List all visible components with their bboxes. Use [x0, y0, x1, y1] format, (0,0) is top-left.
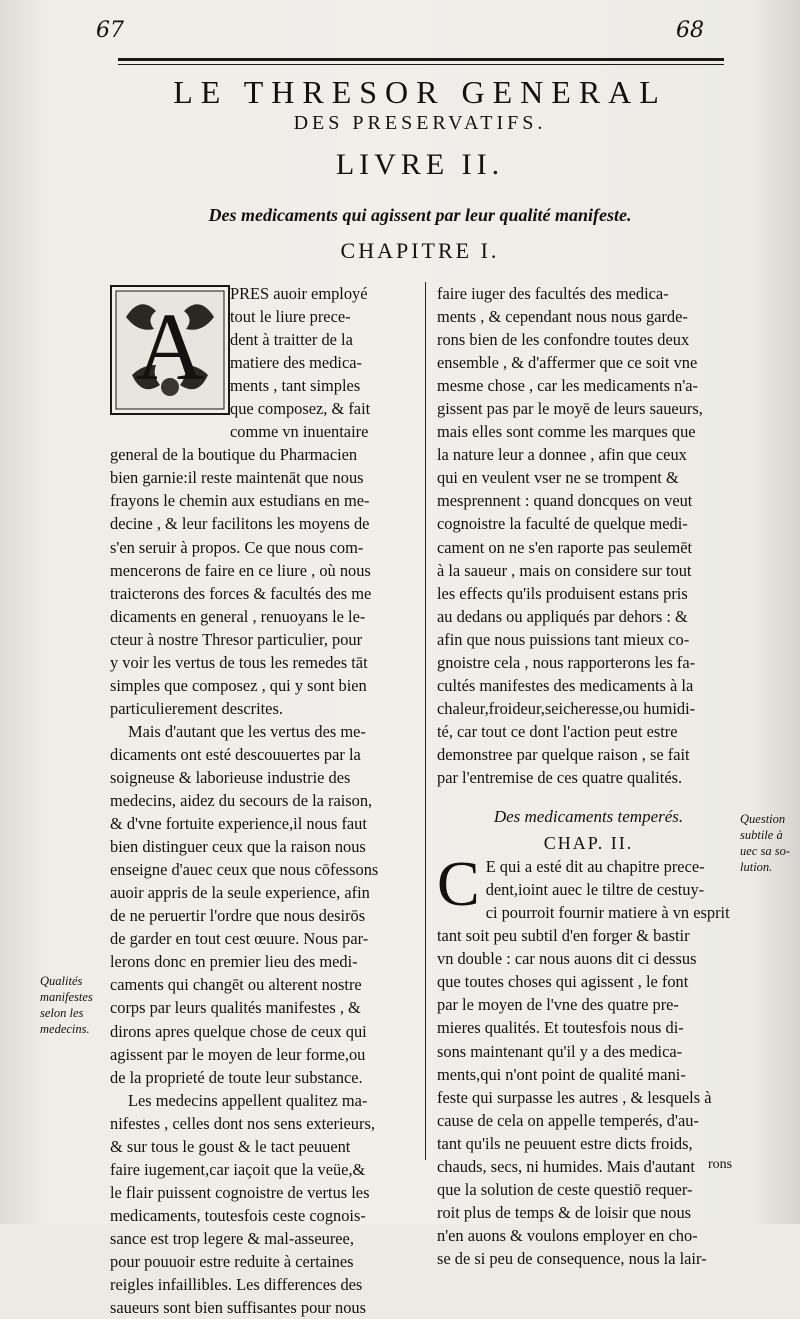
text-line: medicaments, toutesfois ceste cognois-	[110, 1205, 366, 1225]
text-line: que toutes choses qui agissent , le font	[437, 972, 689, 992]
text-line: reigles infaillibles. Les differences des	[110, 1275, 363, 1295]
initial-letter-c: C	[437, 848, 480, 920]
text-line: sance est trop legere & mal-asseuree,	[110, 1228, 354, 1248]
text-line: ci pourroit fournir matiere à vn esprit	[485, 903, 730, 923]
text-line: feste qui surpasse les autres , & lesquels à	[437, 1087, 712, 1107]
text-line: Mais d'autant que les vertus des me-	[128, 721, 366, 741]
text-line: soigneuse & laborieuse industrie des	[110, 767, 351, 787]
text-line: afin que nous puissions tant mieux co-	[437, 629, 690, 649]
text-line: té, car tout ce dont l'action peut estre	[437, 721, 678, 741]
text-line: ensemble , & d'affermer que ce soit vne	[437, 353, 698, 373]
text-line: de garder en tout cest œuure. Nous par-	[110, 929, 369, 949]
text-line: par l'entremise de ces quatre qualités.	[437, 767, 683, 787]
text-line: cultés manifestes des medicaments à la	[437, 675, 694, 695]
chapter-heading: CHAPITRE I.	[340, 238, 500, 263]
text-line: tant soit peu subtil d'en forger & bastir	[437, 926, 690, 946]
catchword: rons	[708, 1157, 733, 1172]
text-line: le flair puissent cognoistre de vertus les	[110, 1182, 370, 1202]
text-line: medecins, aidez du secours de la raison,	[110, 791, 373, 811]
text-line: Question	[740, 812, 786, 826]
text-line: Les medecins appellent qualitez ma-	[128, 1090, 368, 1110]
text-line: cause de cela on appelle temperés, d'au-	[437, 1110, 699, 1130]
text-line: simples que composez , qui y sont bien	[110, 675, 367, 695]
left-column	[110, 282, 418, 1319]
text-line: faire iuger des facultés des medica-	[437, 284, 669, 303]
header-rule-thick	[118, 58, 724, 61]
text-line: à la saueur , mais on considere sur tout	[437, 560, 692, 580]
text-line: y voir les vertus de tous les remedes tāt	[110, 652, 368, 672]
text-line: agissent par le moyen de leur forme,ou	[110, 1044, 366, 1064]
text-line: demonstree par quelque raison , se fait	[437, 744, 690, 764]
text-line: qui en veulent vser ne se trompent &	[437, 468, 679, 488]
text-line: la nature leur a donnee , afin que ceux	[437, 445, 687, 465]
text-line: de la proprieté de toute leur substance.	[110, 1067, 363, 1087]
chapter-two-text	[437, 848, 740, 1270]
text-line: dicaments en general , renuoyans le le-	[110, 606, 366, 626]
text-line: par le moyen de l'vne des quatre pre-	[437, 995, 679, 1015]
text-line: & d'vne fortuite experience,il nous faut	[110, 814, 367, 834]
text-line: mieres qualités. Et toutesfois nous di-	[437, 1018, 684, 1038]
text-line: cament on ne s'en raporte pas seulemēt	[437, 537, 693, 557]
text-line: que composez, & fait	[230, 399, 371, 419]
text-line: ments,qui n'ont point de qualité mani-	[437, 1064, 686, 1084]
text-line: decine , & leur facilitons les moyens de	[110, 514, 370, 534]
text-line: bien garnie:il reste maintenāt que nous	[110, 468, 364, 488]
text-line: dirons apres quelque chose de ceux qui	[110, 1021, 367, 1041]
text-line: sons maintenant qu'il y a des medica-	[437, 1041, 683, 1061]
text-line: n'en auons & voulons employer en cho-	[437, 1225, 698, 1245]
chapter-two-heading: CHAP. II.	[543, 833, 634, 854]
section-title: Des medicaments qui agissent par leur qualité manifeste.	[208, 205, 632, 225]
text-line: ments , tant simples	[230, 376, 361, 396]
text-line: mesprennent : quand doncques on veut	[437, 491, 693, 511]
text-line: enseigne d'auec ceux que nous cōfessons	[110, 860, 379, 880]
text-line: mais elles sont comme les marques que	[437, 422, 696, 442]
text-line: matiere des medica-	[230, 353, 362, 373]
text-line: selon les	[40, 1006, 84, 1020]
text-line: dent à traitter de la	[230, 330, 353, 350]
text-line: chaleur,froideur,seicheresse,ou humidi-	[437, 698, 696, 718]
text-line: nifestes , celles dont nos sens exterieurs,	[110, 1113, 375, 1133]
text-line: gnoistre cela , nous rapporterons les fa-	[437, 652, 696, 672]
subheading-temperes: Des medicaments temperés.	[493, 807, 684, 827]
text-line: general de la boutique du Pharmacien	[110, 445, 358, 465]
text-line: gissent pas par le moyē de leurs saueurs,	[437, 399, 703, 419]
text-line: pour pouuoir estre reduite à certaines	[110, 1251, 354, 1271]
text-line: se de si peu de consequence, nous la lair-	[437, 1248, 707, 1268]
text-line: tout le liure prece-	[230, 307, 351, 327]
text-line: lerons donc en premier lieu des medi-	[110, 952, 358, 972]
margin-note-left	[40, 973, 118, 1037]
text-line: traicterons des forces & facultés des me	[110, 583, 372, 603]
text-line: dicaments ont esté descouuertes par la	[110, 744, 361, 764]
text-line: lution.	[740, 860, 773, 874]
text-line: tant qu'ils ne peuuent estre dicts froids,	[437, 1133, 693, 1153]
page-number-right: 68	[676, 18, 704, 43]
text-line: que la solution de ceste questiō requer-	[437, 1179, 693, 1199]
text-line: frayons le chemin aux estudians en me-	[110, 491, 370, 511]
text-line: chauds, secs, ni humides. Mais d'autant	[437, 1156, 695, 1176]
running-subtitle: DES PRESERVATIFS.	[293, 112, 547, 134]
book-heading: LIVRE II.	[335, 148, 505, 181]
text-line: les effects qu'ils produisent estans pris	[437, 583, 688, 603]
right-column-top-text	[437, 282, 740, 789]
text-line: particulierement descrites.	[110, 698, 283, 718]
text-line: saueurs sont bien suffisantes pour nous	[110, 1298, 366, 1318]
text-line: cognoistre la faculté de quelque medi-	[437, 514, 688, 534]
text-line: dent,ioint auec le tiltre de cestuy-	[485, 880, 705, 900]
running-title: LE THRESOR GENERAL	[173, 74, 667, 110]
text-line: faire iugement,car iaçoit que la veüe,&	[110, 1159, 366, 1179]
text-line: rons bien de les confondre toutes deux	[437, 330, 690, 350]
text-line: bien distinguer ceux que la raison nous	[110, 837, 366, 857]
text-line: auoir appris de la seule experience, afin	[110, 883, 370, 903]
margin-note-right	[740, 811, 798, 875]
text-line: s'en seruir à propos. Ce que nous com-	[110, 537, 364, 557]
text-line: de ne peruertir l'ordre que nous desirōs	[110, 906, 366, 926]
text-line: au dedans ou appliqués par dehors : &	[437, 606, 688, 626]
column-divider	[425, 282, 426, 1160]
text-line: manifestes	[40, 990, 93, 1004]
drop-cap-letter: A	[135, 293, 205, 400]
text-line: caments qui changēt ou alterent nostre	[110, 975, 362, 995]
text-line: roit plus de temps & de loisir que nous	[437, 1202, 692, 1222]
text-line: mencerons de faire en ce liure , où nous	[110, 560, 371, 580]
text-line: comme vn inuentaire	[230, 422, 369, 442]
text-line: corps par leurs qualités manifestes , &	[110, 998, 361, 1018]
text-line: vn double : car nous auons dit ci dessus	[437, 949, 697, 969]
text-line: E qui a esté dit au chapitre prece-	[485, 857, 705, 877]
page-number-left: 67	[96, 18, 124, 43]
header-rule-thin	[118, 64, 724, 65]
text-line: Qualités	[40, 974, 83, 988]
text-line: ments , & cependant nous nous garde-	[437, 307, 688, 327]
text-line: PRES auoir employé	[230, 284, 368, 303]
text-line: medecins.	[40, 1022, 90, 1036]
text-line: mesme chose , car les medicaments n'a-	[437, 376, 699, 396]
text-line: uec sa so-	[740, 844, 790, 858]
text-line: cteur à nostre Thresor particulier, pour	[110, 629, 363, 649]
text-line: & sur tous le goust & le tact peuuent	[110, 1136, 351, 1156]
text-line: subtile à	[740, 828, 783, 842]
right-column	[437, 282, 740, 1270]
